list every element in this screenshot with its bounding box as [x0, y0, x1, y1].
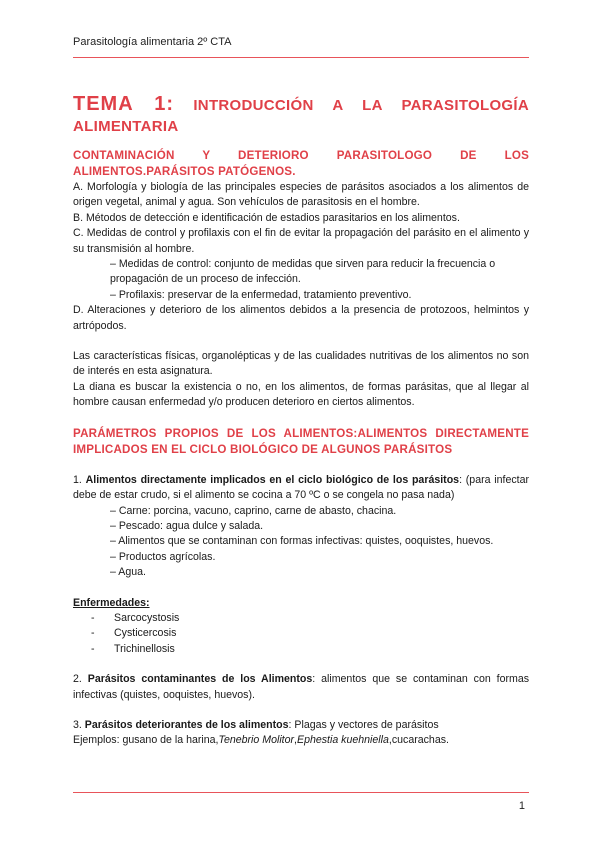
examples-prefix: Ejemplos: gusano de la harina,: [73, 734, 219, 747]
disease-name: Cysticercosis: [114, 627, 177, 640]
paragraph-characteristics: Las características físicas, organolépticas y de las cualidades nutritivas de los alimentos no son de interés en esta asignatura.: [73, 350, 529, 378]
list-item: – Carne: porcina, vacuno, caprino, carne de abasto, chacina.: [110, 504, 397, 517]
control-list: [73, 257, 529, 303]
title-prefix: TEMA 1:: [73, 93, 175, 115]
item-2-text: : alimentos que se contaminan con formas infectivas (quistes, ooquistes, huevos).: [73, 673, 530, 701]
spacer: [73, 581, 529, 596]
item-1: [73, 473, 529, 504]
list-item: – Agua.: [110, 566, 146, 579]
item-3-number: 3.: [73, 718, 82, 731]
disease-name: Sarcocystosis: [114, 611, 180, 624]
examples-line: [73, 733, 529, 748]
examples-separator: ,: [294, 734, 297, 747]
item-3: [73, 718, 529, 733]
spacer: [73, 657, 529, 672]
paragraph-d: D. Alteraciones y deterioro de los alimentos debidos a la presencia de protozoos, helmintos y artrópodos.: [73, 304, 529, 332]
section-heading-contaminacion: CONTAMINACIÓN Y DETERIORO PARASITOLOGO DE LOS ALIMENTOS.PARÁSITOS PATÓGENOS.: [73, 149, 529, 178]
title-text: INTRODUCCIÓN A LA PARASITOLOGÍA ALIMENTARIA: [73, 97, 529, 135]
paragraph-b: B. Métodos de detección e identificación de estadios parasitarios en los alimentos.: [73, 211, 460, 224]
spacer: [73, 703, 529, 718]
diseases-heading: [73, 596, 529, 611]
item-3-text: : Plagas y vectores de parásitos: [288, 718, 439, 731]
running-header: Parasitología alimentaria 2º CTA: [73, 36, 232, 48]
disease-name: Trichinellosis: [114, 642, 175, 655]
diseases-heading-text: Enfermedades:: [73, 596, 150, 609]
paragraph-a: A. Morfología y biología de las principales especies de parásitos asociados a los alimentos de origen vegetal, animal y agua. Son vehículos de parasitosis en el hombre.: [73, 181, 529, 209]
species-tenebrio: Tenebrio Molitor: [218, 734, 295, 747]
list-item: - Trichinellosis: [91, 642, 175, 655]
examples-suffix: ,cucarachas.: [388, 734, 449, 747]
paragraph-c: C. Medidas de control y profilaxis con el fin de evitar la propagación del parásito en el alimento y su transmisión al hombre.: [73, 227, 529, 255]
item-2: [73, 672, 529, 703]
list-item: – Alimentos que se contaminan con formas infectivas: quistes, ooquistes, huevos.: [110, 535, 494, 548]
item-2-title: Parásitos contaminantes de los Alimentos: [87, 673, 313, 686]
spacer: [73, 458, 529, 473]
list-item: – Profilaxis: preservar de la enfermedad, tratamiento preventivo.: [110, 288, 412, 301]
list-item: - Sarcocystosis: [91, 611, 180, 624]
list-item: - Cysticercosis: [91, 627, 177, 640]
food-list: [73, 504, 529, 581]
footer-rule: [73, 792, 529, 793]
item-3-title: Parásitos deteriorantes de los alimentos: [84, 718, 289, 731]
list-item: – Pescado: agua dulce y salada.: [110, 519, 264, 532]
species-ephestia: Ephestia kuehniella: [297, 734, 389, 747]
document-title: [73, 94, 529, 137]
spacer: [73, 334, 529, 349]
page-body: [73, 94, 529, 749]
item-1-title: Alimentos directamente implicados en el ciclo biológico de los parásitos: [85, 473, 460, 486]
header-rule: [73, 57, 529, 58]
paragraph-diana: La diana es buscar la existencia o no, en los alimentos, de formas parásitas, que al llegar al hombre causan enfermedad y/o producen deterioro en ciertos alimentos.: [73, 380, 529, 409]
item-1-number: 1.: [73, 473, 82, 486]
item-2-number: 2.: [73, 673, 82, 686]
list-item: – Productos agrícolas.: [110, 550, 216, 563]
section-heading-parametros: PARÁMETROS PROPIOS DE LOS ALIMENTOS:ALIMENTOS DIRECTAMENTE IMPLICADOS EN EL CICLO BIOLÓGICO DE ALGUNOS PARÁSITOS: [73, 426, 529, 456]
diseases-list: [73, 611, 529, 657]
list-item: – Medidas de control: conjunto de medidas que sirven para reducir la frecuencia o propagación de un proceso de infección.: [110, 258, 496, 286]
page-number: 1: [518, 800, 525, 812]
item-1-text: : (para infectar debe de estar crudo, si el alimento se cocina a 70 ºC o se congela no pasa nada): [73, 473, 529, 502]
spacer: [73, 411, 529, 426]
